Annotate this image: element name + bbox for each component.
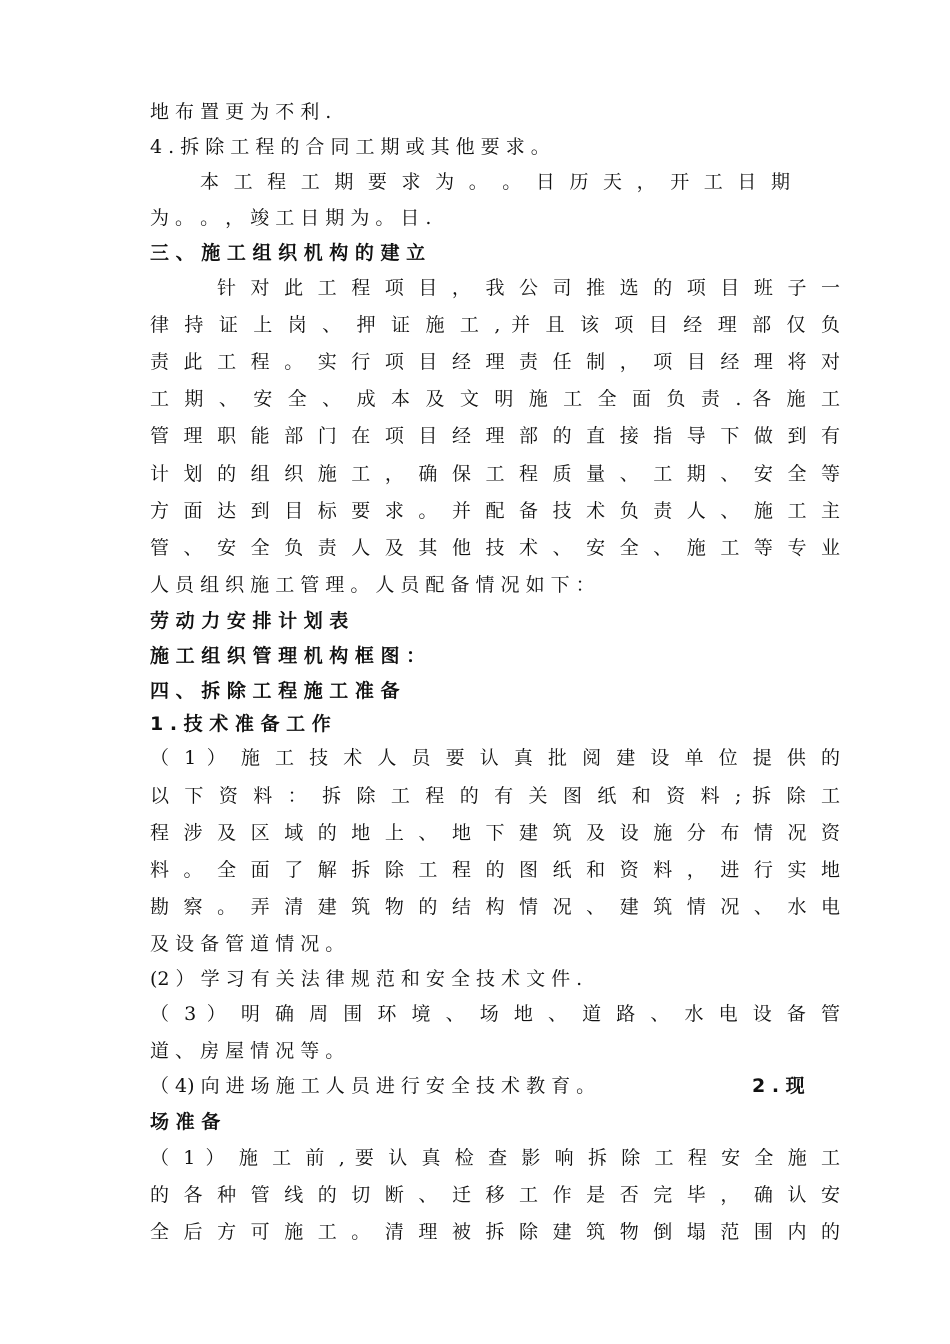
text-line: 勘 察 。 弄 清 建 筑 物 的 结 构 情 况 、 建 筑 情 况 、 水 电 <box>150 896 840 918</box>
text-line: 以 下 资 料 ： 拆 除 工 程 的 有 关 图 纸 和 资 料 ; 拆 除 工 <box>150 785 840 807</box>
text-line: 人 员 组 织 施 工 管 理 。 人 员 配 备 情 况 如 下 ： <box>150 574 595 596</box>
text-line: 管 理 职 能 部 门 在 项 目 经 理 部 的 直 接 指 导 下 做 到 有 <box>150 425 840 447</box>
list-item-heading: 4 . 拆 除 工 程 的 合 同 工 期 或 其 他 要 求 。 <box>150 136 550 158</box>
text-line: 地 布 置 更 为 不 利 . <box>150 101 332 123</box>
table-title: 劳 动 力 安 排 计 划 表 <box>150 610 349 632</box>
subsection-heading: 2 . 现 <box>752 1075 805 1097</box>
text-line: （ 3 ） 明 确 周 围 环 境 、 场 地 、 道 路 、 水 电 设 备 管 <box>150 1003 840 1025</box>
text-line: 道 、 房 屋 情 况 等 。 <box>150 1040 345 1062</box>
subsection-heading-continued: 场 准 备 <box>150 1111 221 1133</box>
text-line: 计 划 的 组 织 施 工 ， 确 保 工 程 质 量 、 工 期 、 安 全 等 <box>150 463 840 485</box>
text-line: 全 后 方 可 施 工 。 清 理 被 拆 除 建 筑 物 倒 塌 范 围 内 的 <box>150 1221 840 1243</box>
figure-title: 施 工 组 织 管 理 机 构 框 图 ： <box>150 645 426 667</box>
text-line: 方 面 达 到 目 标 要 求 。 并 配 备 技 术 负 责 人 、 施 工 主 <box>150 500 840 522</box>
text-line: 责 此 工 程 。 实 行 项 目 经 理 责 任 制 ， 项 目 经 理 将 对 <box>150 351 840 373</box>
text-line: （ 1 ） 施 工 前 , 要 认 真 检 查 影 响 拆 除 工 程 安 全 施 工 <box>150 1147 840 1169</box>
section-heading: 三 、 施 工 组 织 机 构 的 建 立 <box>150 242 426 264</box>
text-line: 工 期 、 安 全 、 成 本 及 文 明 施 工 全 面 负 责 . 各 施 工 <box>150 388 840 410</box>
text-line: 料 。 全 面 了 解 拆 除 工 程 的 图 纸 和 资 料 ， 进 行 实 地 <box>150 859 840 881</box>
text-line: (2 ） 学 习 有 关 法 律 规 范 和 安 全 技 术 文 件 . <box>150 968 583 990</box>
text-line: （ 4) 向 进 场 施 工 人 员 进 行 安 全 技 术 教 育 。 <box>150 1075 596 1097</box>
text-line: 针 对 此 工 程 项 目 ， 我 公 司 推 选 的 项 目 班 子 一 <box>217 277 840 299</box>
text-line: 律 持 证 上 岗 、 押 证 施 工 , 并 且 该 项 目 经 理 部 仅 负 <box>150 314 840 336</box>
subsection-heading: 1 . 技 术 准 备 工 作 <box>150 713 331 735</box>
text-line: 本 工 程 工 期 要 求 为 。 。 日 历 天 ， 开 工 日 期 <box>200 171 790 193</box>
text-line: 及 设 备 管 道 情 况 。 <box>150 933 345 955</box>
text-line: 程 涉 及 区 域 的 地 上 、 地 下 建 筑 及 设 施 分 布 情 况 资 <box>150 822 840 844</box>
section-heading: 四 、 拆 除 工 程 施 工 准 备 <box>150 680 400 702</box>
text-line: 的 各 种 管 线 的 切 断 、 迁 移 工 作 是 否 完 毕 ， 确 认 安 <box>150 1184 840 1206</box>
text-line: （ 1 ） 施 工 技 术 人 员 要 认 真 批 阅 建 设 单 位 提 供 的 <box>150 747 840 769</box>
text-line: 为 。 。 ， 竣 工 日 期 为 。 日 . <box>150 207 432 229</box>
text-line: 管 、 安 全 负 责 人 及 其 他 技 术 、 安 全 、 施 工 等 专 业 <box>150 537 840 559</box>
